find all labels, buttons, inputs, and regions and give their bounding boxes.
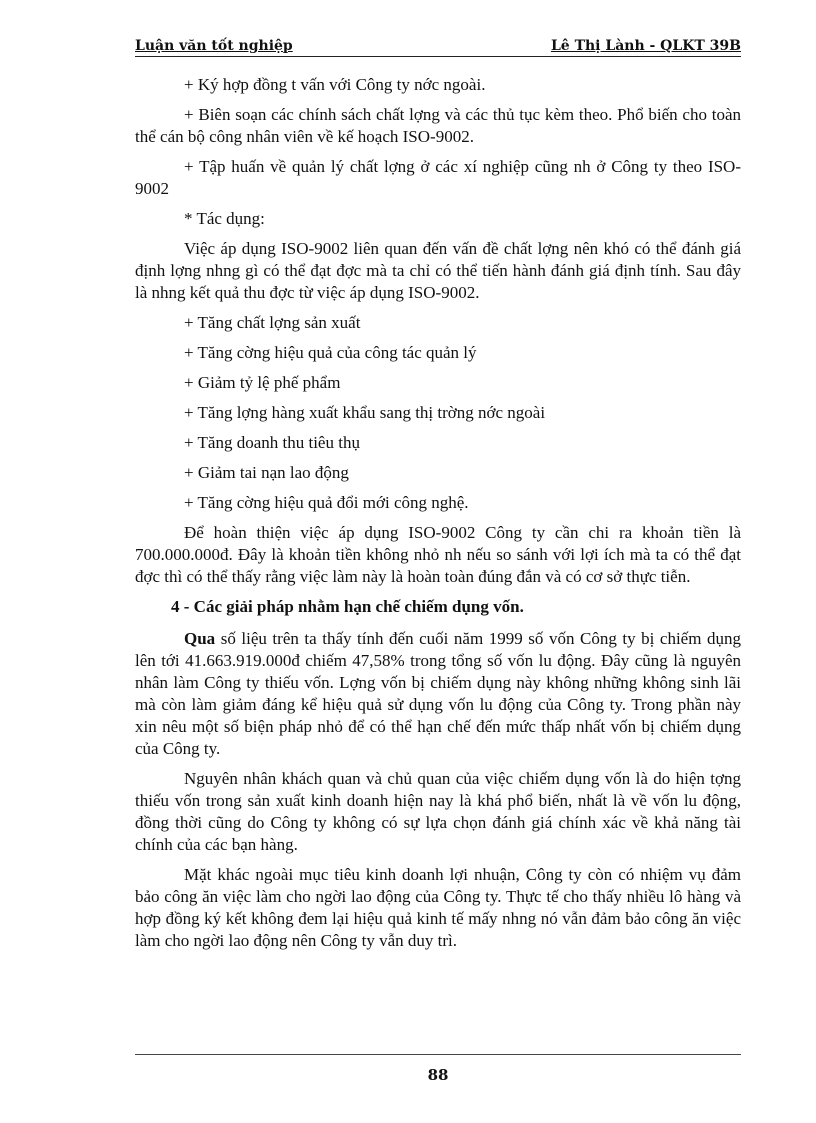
header-thesis-title: Luận văn tốt nghiệp bbox=[135, 38, 293, 54]
footer-divider bbox=[135, 1054, 741, 1055]
list-item: + Tăng cờng hiệu quả của công tác quản lý bbox=[184, 343, 477, 362]
effect-label: * Tác dụng: bbox=[184, 209, 265, 228]
paragraph-1-lead: Qua bbox=[184, 629, 216, 648]
list-item: + Biên soạn các chính sách chất lợng và các thủ tục kèm theo. Phổ biến cho toàn thể cán bộ công nhân viên về kế hoạch ISO-9002. bbox=[135, 105, 741, 146]
list-item: + Giảm tai nạn lao động bbox=[184, 463, 349, 482]
list-item: + Ký hợp đồng t vấn với Công ty nớc ngoài. bbox=[184, 75, 486, 94]
header-author: Lê Thị Lành - QLKT 39B bbox=[550, 38, 741, 54]
page-number: 88 bbox=[427, 1066, 449, 1084]
paragraph-2: Nguyên nhân khách quan và chủ quan của việc chiếm dụng vốn là do hiện tợng thiếu vốn trong sản xuất kinh doanh hiện nay là khá phổ biến, nhất là về vốn lu động, đồng thời cũng do Công ty không có sự lựa chọn đánh giá chính xác về khả năng tài chính của các bạn hàng. bbox=[135, 769, 741, 854]
section-heading: 4 - Các giải pháp nhằm hạn chế chiếm dụng vốn. bbox=[171, 597, 524, 616]
list-item: + Tập huấn về quản lý chất lợng ở các xí nghiệp cũng nh ở Công ty theo ISO-9002 bbox=[135, 157, 741, 198]
cost-paragraph: Để hoàn thiện việc áp dụng ISO-9002 Công ty cần chi ra khoản tiền là 700.000.000đ. Đây là khoản tiền không nhỏ nh nếu so sánh với lợi ích mà ta có thể đạt đợc thì có thể thấy rằng việc làm này là hoàn toàn đúng đắn và có cơ sở thực tiễn. bbox=[135, 523, 741, 586]
paragraph-1-text: số liệu trên ta thấy tính đến cuối năm 1999 số vốn Công ty bị chiếm dụng lên tới 41.663.919.000đ chiếm 47,58% trong tổng số vốn lu động. Đây cũng là nguyên nhân làm Công ty thiếu vốn. Lợng vốn bị chiếm dụng này không những không sinh lãi mà còn làm giảm đáng kể hiệu quả sử dụng vốn lu động của Công ty. Trong phần này xin nêu một số biện pháp nhỏ để có thể hạn chế đến mức thấp nhất vốn bị chiếm dụng của Công ty. bbox=[135, 629, 741, 758]
effect-paragraph: Việc áp dụng ISO-9002 liên quan đến vấn đề chất lợng nên khó có thể đánh giá định lợng nhng gì có thể đạt đợc mà ta chỉ có thể tiến hành đánh giá định tính. Sau đây là nhng kết quả thu đợc từ việc áp dụng ISO-9002. bbox=[135, 239, 741, 302]
list-item: + Tăng cờng hiệu quả đổi mới công nghệ. bbox=[184, 493, 469, 512]
list-item: + Tăng chất lợng sản xuất bbox=[184, 313, 361, 332]
paragraph-1 bbox=[135, 628, 741, 760]
paragraph-3: Mặt khác ngoài mục tiêu kinh doanh lợi nhuận, Công ty còn có nhiệm vụ đảm bảo công ăn việc làm cho ngời lao động của Công ty. Thực tế cho thấy nhiều lô hàng và hợp đồng ký kết không đem lại hiệu quả kinh tế mấy nhng nó vẫn đảm bảo công ăn việc làm cho ngời lao động nên Công ty vẫn duy trì. bbox=[135, 865, 741, 950]
document-body bbox=[135, 74, 741, 960]
page-header bbox=[135, 38, 741, 57]
list-item: + Giảm tỷ lệ phế phẩm bbox=[184, 373, 341, 392]
list-item: + Tăng lợng hàng xuất khẩu sang thị trờng nớc ngoài bbox=[184, 403, 546, 422]
list-item: + Tăng doanh thu tiêu thụ bbox=[184, 433, 360, 452]
